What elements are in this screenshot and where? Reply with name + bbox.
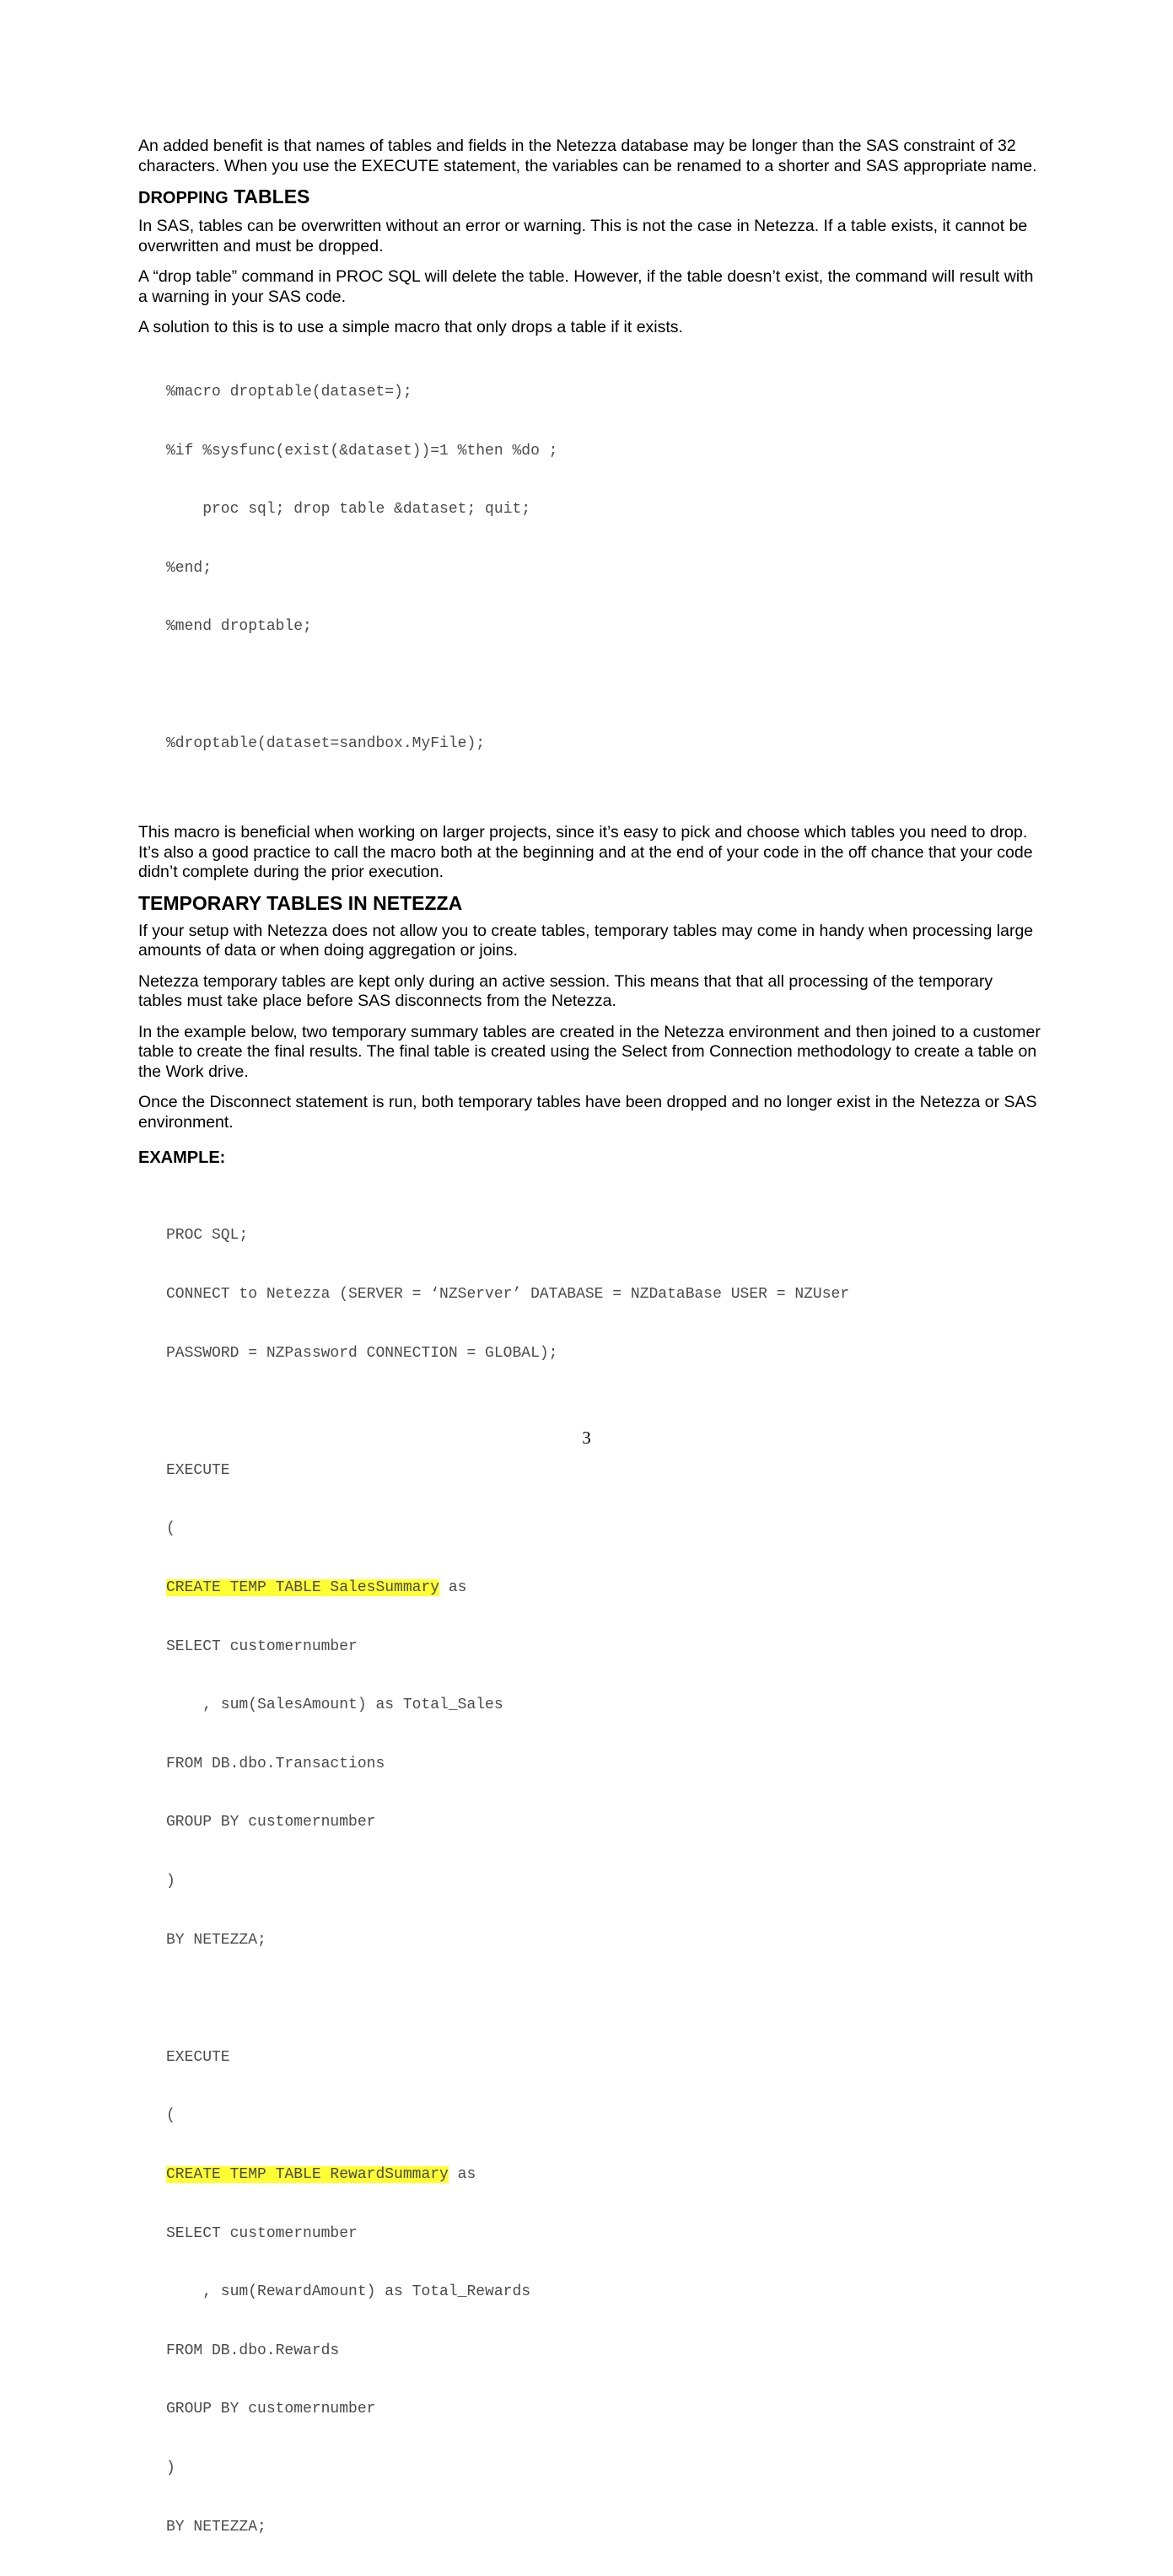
temporary-paragraph-3: In the example below, two temporary summary tables are created in the Netezza environment and then joined to a customer table to create the final results. The final table is created using the Select from Connection methodology to create a table on the Work drive. [138, 1022, 1041, 1081]
code-line-highlighted [166, 1578, 1041, 1598]
macro-code-block [138, 344, 1041, 794]
code-line: %macro droptable(dataset=); [166, 383, 412, 401]
intro-paragraph: An added benefit is that names of tables and fields in the Netezza database may be longer than the SAS constraint of 32 characters. When you use the EXECUTE statement, the variables can be renamed to a shorter and SAS appropriate name. [138, 137, 1037, 175]
code-line: %droptable(dataset=sandbox.MyFile); [166, 735, 486, 753]
heading-dropping-word: DROPPING [138, 189, 229, 207]
code-line: SELECT customernumber [166, 1638, 358, 1655]
heading-tables-word: TABLES [234, 186, 310, 207]
code-line: ) [166, 1873, 175, 1890]
as-keyword: as [448, 2165, 476, 2183]
code-line [166, 1402, 1041, 1422]
code-line [166, 676, 1041, 696]
page-content [138, 137, 1041, 2576]
code-line: ( [166, 2107, 175, 2125]
code-line: PASSWORD = NZPassword CONNECTION = GLOBAL); [166, 1344, 558, 1362]
code-line: GROUP BY customernumber [166, 2401, 376, 2418]
code-line: , sum(RewardAmount) as Total_Rewards [166, 2283, 531, 2301]
temporary-paragraph-2: Netezza temporary tables are kept only during an active session. This means that that all processing of the temporary tables must take place before SAS disconnects from the Netezza. [138, 971, 993, 1011]
code-line: EXECUTE [166, 2048, 230, 2066]
code-line [166, 1989, 1041, 2009]
heading-example: EXAMPLE: [138, 1148, 226, 1168]
dropping-paragraph-4: This macro is beneficial when working on larger projects, since it’s easy to pick and choose which tables you need to drop. It’s also a good practice to call the macro both at the beginning and at the end of your code in the off chance that your code didn’t complete during the prior execution. [138, 823, 1033, 882]
code-line: BY NETEZZA; [166, 2518, 266, 2536]
example-code-block [138, 1187, 1041, 2576]
highlighted-create-temp-reward: CREATE TEMP TABLE RewardSummary [166, 2165, 449, 2183]
temporary-paragraph-1: If your setup with Netezza does not allow you to create tables, temporary tables may come in handy when processing large amounts of data or when doing aggregation or joins. [138, 921, 1034, 960]
highlighted-create-temp-sales: CREATE TEMP TABLE SalesSummary [166, 1579, 440, 1597]
page-number: 3 [582, 1428, 591, 1448]
code-line-highlighted [166, 2165, 1041, 2185]
code-line: proc sql; drop table &dataset; quit; [166, 501, 531, 519]
code-line: GROUP BY customernumber [166, 1814, 376, 1831]
temporary-paragraph-4: Once the Disconnect statement is run, both temporary tables have been dropped and no longer exist in the Netezza or SAS environment. [138, 1093, 1037, 1132]
as-keyword: as [439, 1579, 467, 1597]
code-line: SELECT customernumber [166, 2224, 358, 2242]
code-line: %mend droptable; [166, 618, 312, 636]
code-line: BY NETEZZA; [166, 1931, 266, 1949]
code-line: ( [166, 1520, 175, 1538]
code-line: FROM DB.dbo.Rewards [166, 2342, 340, 2359]
code-line: %if %sysfunc(exist(&dataset))=1 %then %do ; [166, 442, 558, 460]
code-line: , sum(SalesAmount) as Total_Sales [166, 1697, 503, 1714]
code-line: CONNECT to Netezza (SERVER = ‘NZServer’ DATABASE = NZDataBase USER = NZUser [166, 1286, 850, 1304]
code-line: FROM DB.dbo.Transactions [166, 1755, 385, 1772]
code-line: ) [166, 2459, 175, 2477]
dropping-paragraph-3: A solution to this is to use a simple macro that only drops a table if it exists. [138, 318, 683, 336]
code-line: EXECUTE [166, 1461, 230, 1479]
heading-temporary-tables: TEMPORARY TABLES IN NETEZZA [138, 891, 463, 914]
dropping-paragraph-2: A “drop table” command in PROC SQL will delete the table. However, if the table doesn’t exist, the command will result with a warning in your SAS code. [138, 267, 1034, 306]
heading-dropping-tables [138, 184, 1041, 211]
code-line: PROC SQL; [166, 1227, 249, 1245]
dropping-paragraph-1: In SAS, tables can be overwritten without an error or warning. This is not the case in Netezza. If a table exists, it cannot be overwritten and must be dropped. [138, 217, 1028, 255]
code-line: %end; [166, 559, 213, 577]
